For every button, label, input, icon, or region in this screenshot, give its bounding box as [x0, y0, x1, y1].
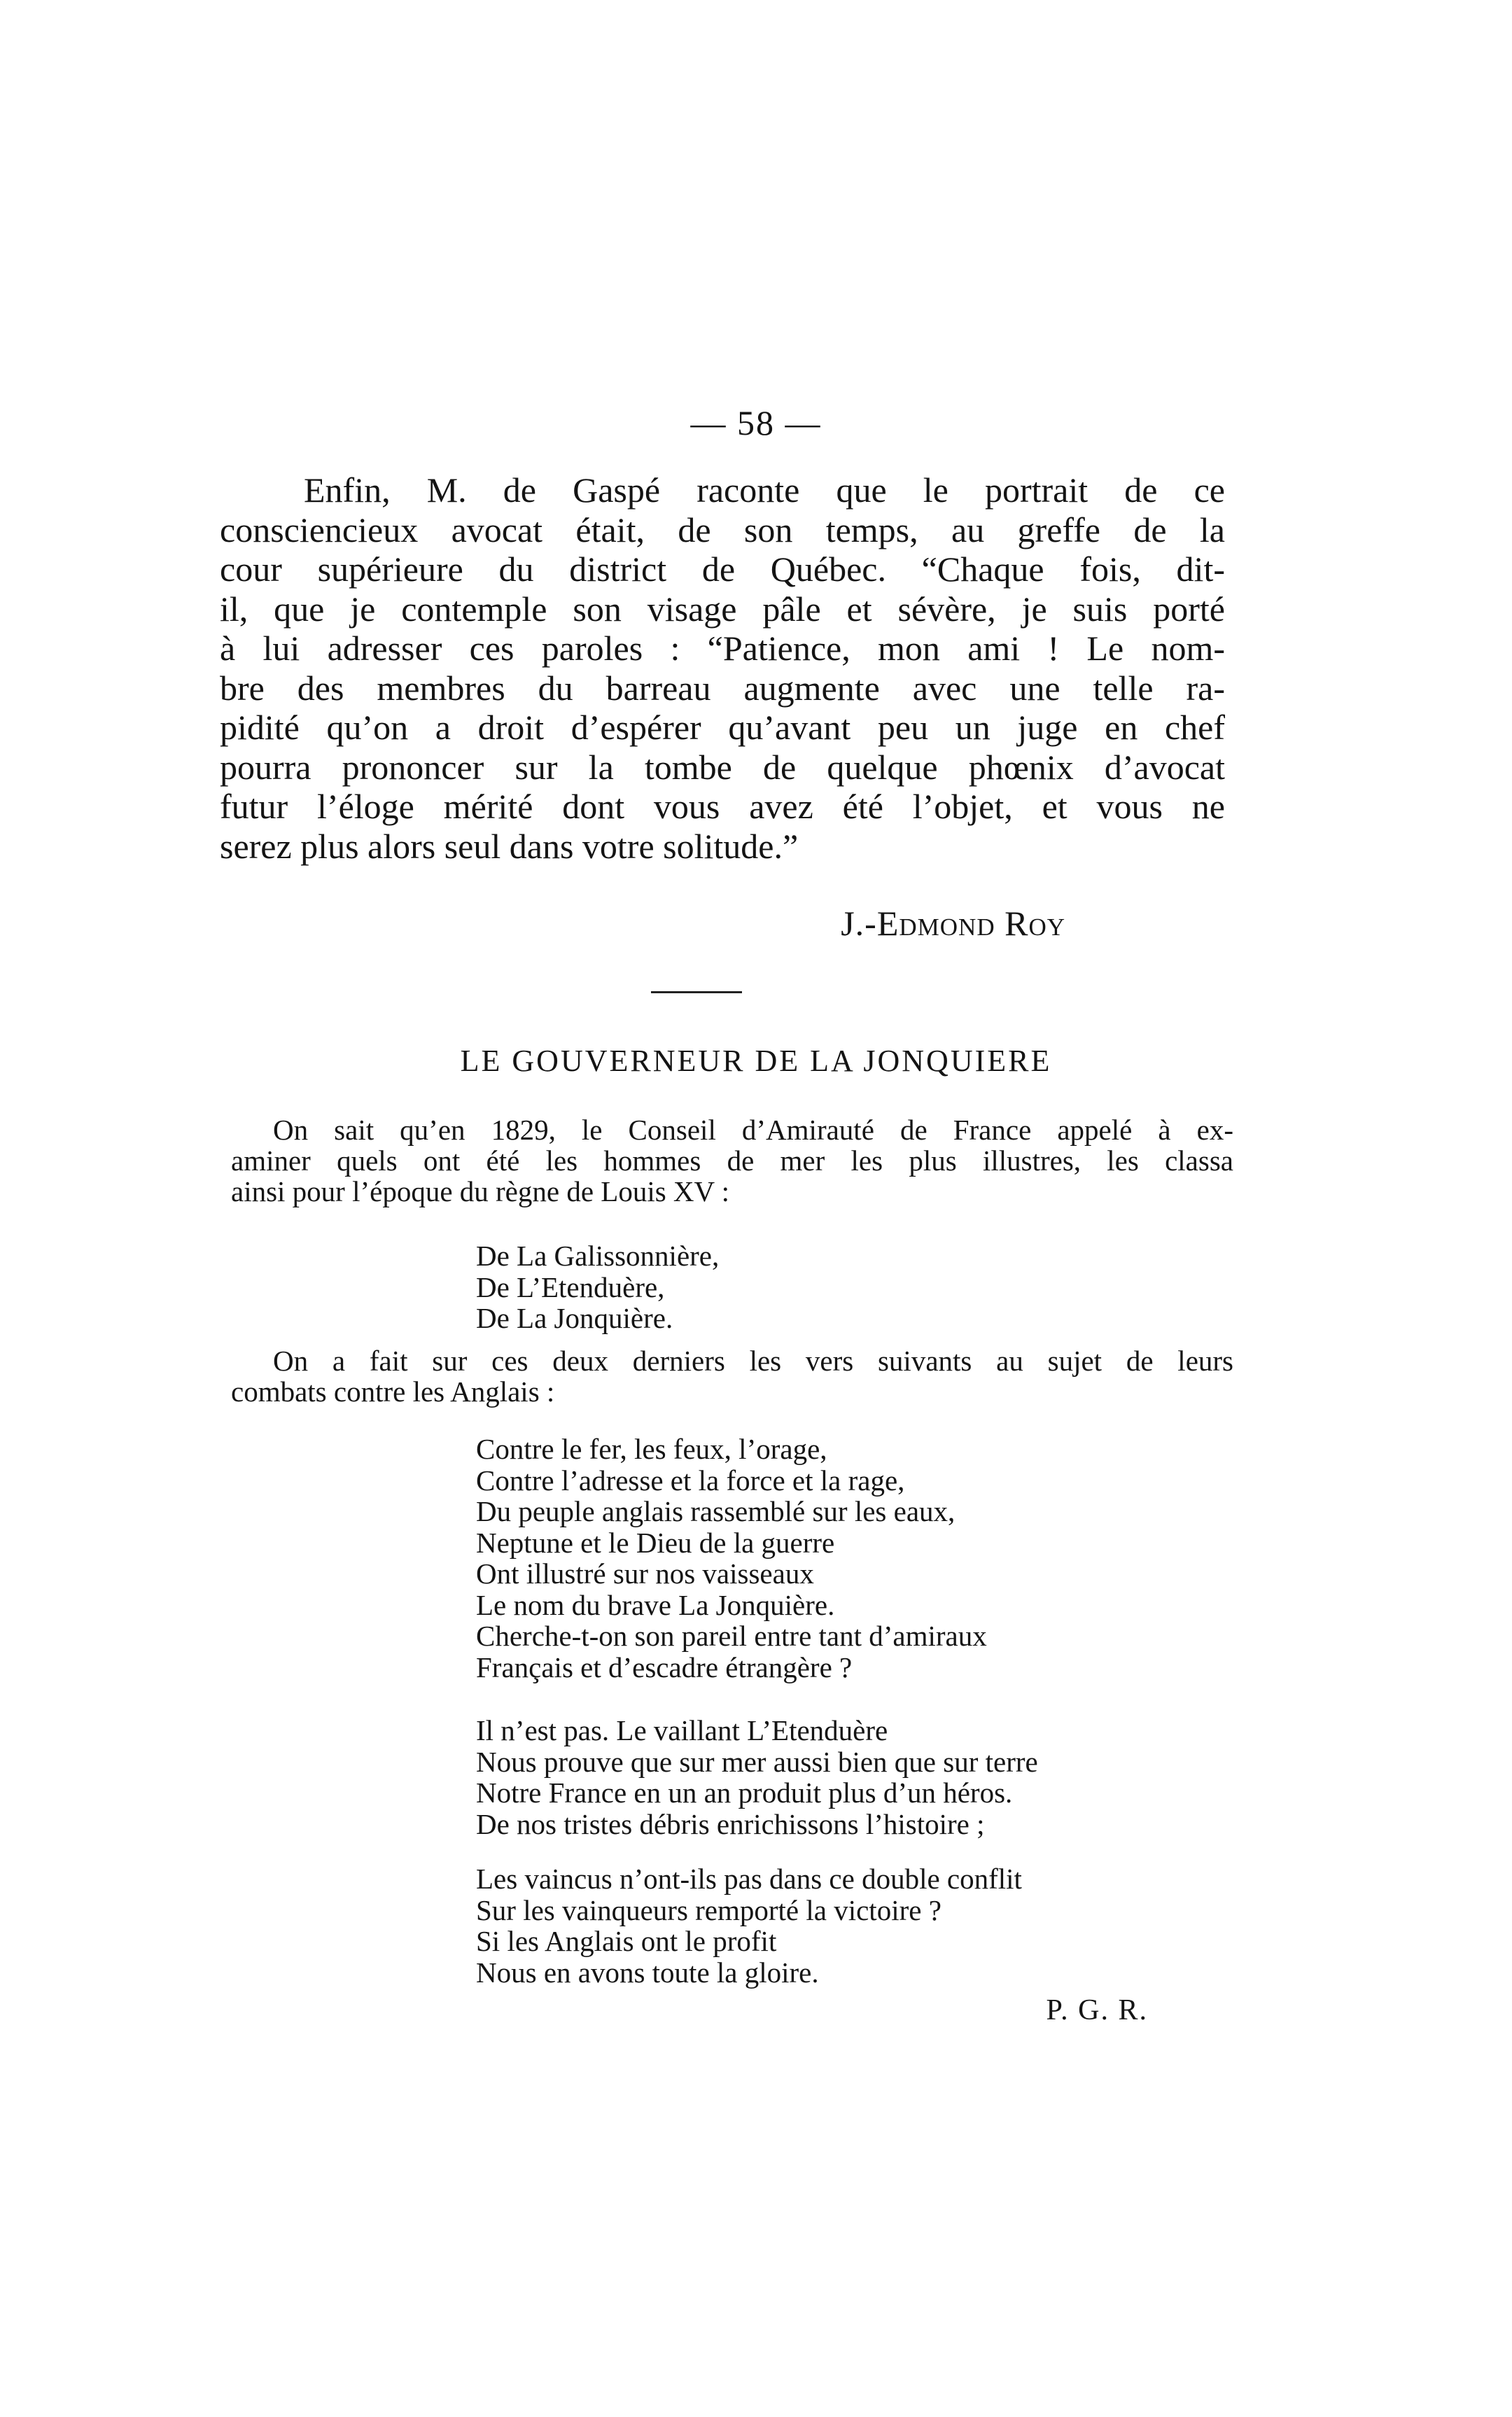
verse-line: Ont illustré sur nos vaisseaux	[476, 1557, 814, 1590]
admiral-name: De La Galissonnière,	[476, 1240, 720, 1272]
verse-line: De nos tristes débris enrichissons l’histoire ;	[476, 1807, 985, 1840]
paragraph-line: aminer quels ont été les hommes de mer les plus illustres, les classa	[231, 1144, 1233, 1177]
page-number: — 58 —	[690, 403, 822, 442]
paragraph-line: ainsi pour l’époque du règne de Louis XV :	[231, 1175, 730, 1207]
poem-stanza-1	[476, 1434, 1246, 1683]
admiral-name: De La Jonquière.	[476, 1302, 673, 1334]
essay-line: cour supérieure du district de Québec. “Chaque fois, dit-	[220, 549, 1225, 589]
intro-paragraph	[231, 1114, 1233, 1207]
essay-line: Enfin, M. de Gaspé raconte que le portrait de ce	[304, 470, 1225, 510]
essay-line: il, que je contemple son visage pâle et sévère, je suis porté	[220, 589, 1225, 629]
section-divider	[651, 991, 742, 993]
author-signature: J.-Edmond Roy	[841, 904, 1065, 943]
admiral-name: De L’Etenduère,	[476, 1270, 665, 1303]
verse-line: Le nom du brave La Jonquière.	[476, 1588, 835, 1621]
verse-line: Neptune et le Dieu de la guerre	[476, 1526, 835, 1559]
verse-intro-paragraph	[231, 1345, 1233, 1407]
section-heading: LE GOUVERNEUR DE LA JONQUIERE	[460, 1044, 1052, 1078]
essay-line: futur l’éloge mérité dont vous avez été l’objet, et vous ne	[220, 787, 1225, 826]
paragraph-line: On sait qu’en 1829, le Conseil d’Amirauté de France appelé à ex-	[273, 1114, 1233, 1146]
admiral-names-list	[476, 1240, 1246, 1334]
verse-line: Notre France en un an produit plus d’un héros.	[476, 1777, 1013, 1809]
verse-line: Les vaincus n’ont-ils pas dans ce double conflit	[476, 1863, 1022, 1895]
verse-line: Sur les vainqueurs remporté la victoire ?	[476, 1893, 941, 1926]
essay-line: consciencieux avocat était, de son temps, au greffe de la	[220, 510, 1225, 549]
essay-paragraph	[220, 470, 1225, 866]
essay-line: bre des membres du barreau augmente avec une telle ra-	[220, 668, 1225, 708]
verse-line: Du peuple anglais rassemblé sur les eaux,	[476, 1495, 955, 1527]
verse-line: Si les Anglais ont le profit	[476, 1925, 777, 1957]
verse-line: Contre le fer, les feux, l’orage,	[476, 1433, 827, 1465]
essay-line: pourra prononcer sur la tombe de quelque phœnix d’avocat	[220, 747, 1225, 787]
paragraph-line: combats contre les Anglais :	[231, 1375, 555, 1408]
essay-line: à lui adresser ces paroles : “Patience, mon ami ! Le nom-	[220, 629, 1225, 668]
poem-stanza-3	[476, 1863, 1246, 1988]
verse-line: Nous en avons toute la gloire.	[476, 1956, 819, 1989]
verse-line: Il n’est pas. Le vaillant L’Etenduère	[476, 1714, 888, 1746]
paragraph-line: On a fait sur ces deux derniers les vers suivants au sujet de leurs	[273, 1345, 1233, 1377]
poem-signature: P. G. R.	[1046, 1994, 1148, 2026]
verse-line: Cherche-t-on son pareil entre tant d’amiraux	[476, 1620, 987, 1652]
verse-line: Nous prouve que sur mer aussi bien que sur terre	[476, 1745, 1038, 1778]
poem-stanza-2	[476, 1715, 1246, 1840]
verse-line: Contre l’adresse et la force et la rage,	[476, 1464, 905, 1497]
essay-line: serez plus alors seul dans votre solitude.”	[220, 826, 799, 866]
verse-line: Français et d’escadre étrangère ?	[476, 1651, 853, 1683]
essay-line: pidité qu’on a droit d’espérer qu’avant peu un juge en chef	[220, 708, 1225, 747]
